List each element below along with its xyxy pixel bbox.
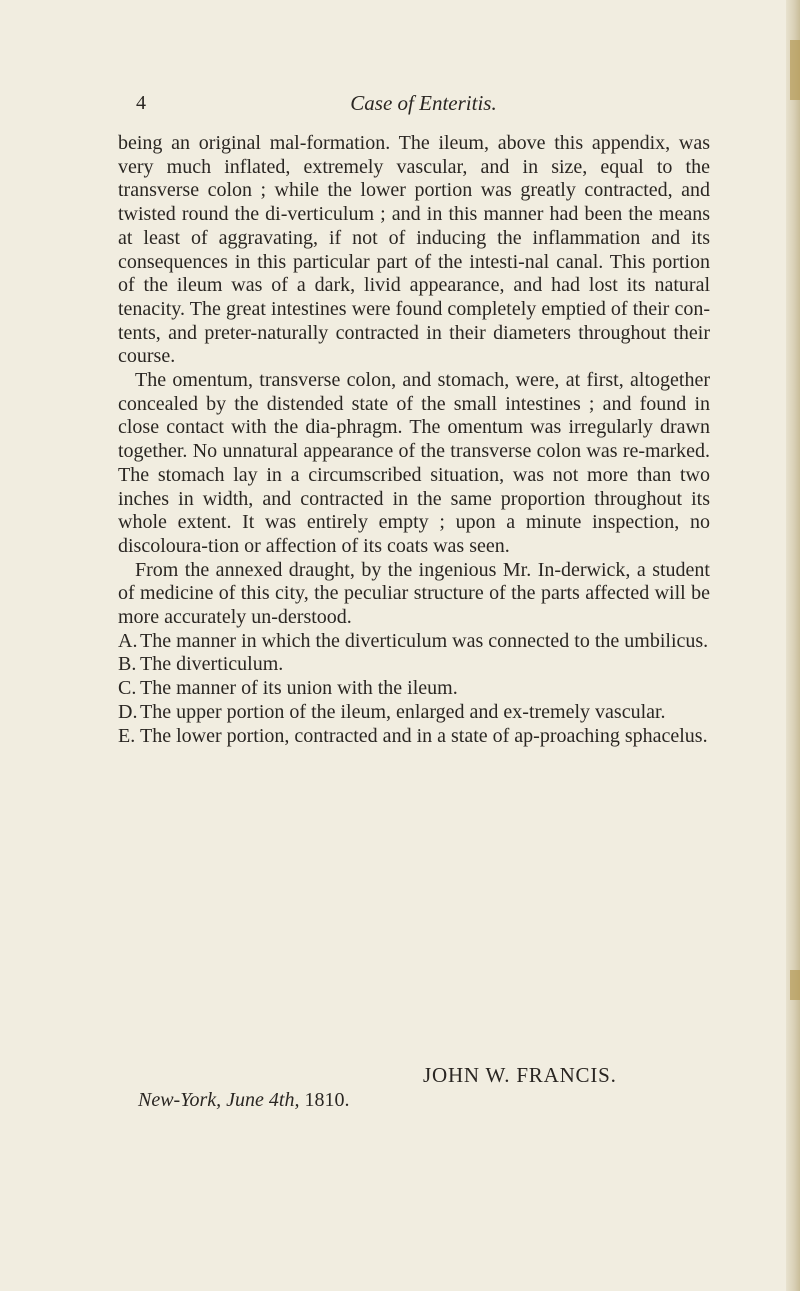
paragraph: being an original mal-formation. The ileum, above this appendix, was very much inflated, extremely vascular, and in size, equal to the transverse colon ; while the lower portion was greatly contracted, and twisted round the di-verticulum ; and in this manner had been the means at least of aggravating, if not of inducing the inflammation and its consequences in this particular part of the intesti-nal canal. This portion of the ileum was of a dark, livid appearance, and had lost its natural tenacity. The great intestines were found completely emptied of their con-tents, and preter-naturally contracted in their diameters throughout their course. — [118, 132, 710, 368]
key-item — [118, 701, 710, 725]
key-text: The lower portion, contracted and in a state of ap-proaching sphacelus. — [140, 724, 708, 747]
key-item — [118, 725, 710, 749]
body-text — [118, 132, 710, 748]
dateline — [138, 1089, 349, 1112]
page-edge — [786, 0, 800, 1291]
key-item — [118, 653, 710, 677]
key-letter: C. — [118, 677, 137, 700]
key-letter: D. — [118, 700, 138, 723]
key-text: The upper portion of the ileum, enlarged and ex-tremely vascular. — [140, 700, 666, 723]
key-letter: E. — [118, 724, 136, 747]
page-header — [136, 91, 711, 121]
figure-key-list — [118, 630, 710, 749]
key-text: The manner in which the diverticulum was connected to the umbilicus. — [140, 629, 709, 652]
page-stain-mark — [790, 40, 800, 100]
author-signature: JOHN W. FRANCIS. — [423, 1063, 617, 1087]
key-item — [118, 677, 710, 701]
key-letter: B. — [118, 653, 137, 676]
key-text: The diverticulum. — [140, 653, 284, 676]
page-number: 4 — [136, 92, 146, 114]
paragraph: From the annexed draught, by the ingenious Mr. In-derwick, a student of medicine of this city, the peculiar structure of the parts affected will be more accurately un-derstood. — [118, 558, 710, 629]
key-letter: A. — [118, 629, 138, 652]
key-text: The manner of its union with the ileum. — [140, 677, 458, 700]
year: 1810. — [304, 1089, 350, 1111]
place-and-date: New-York, June 4th, — [138, 1089, 300, 1111]
running-head: Case of Enteritis. — [350, 91, 497, 115]
key-item — [118, 630, 710, 654]
page-stain-mark — [790, 970, 800, 1000]
paragraph: The omentum, transverse colon, and stomach, were, at first, altogether concealed by the distended state of the small intestines ; and found in close contact with the dia-phragm. The omentum was irregularly drawn together. No unnatural appearance of the transverse colon was re-marked. The stomach lay in a circumscribed situation, was not more than two inches in width, and contracted in the same proportion throughout its whole extent. It was entirely empty ; upon a minute inspection, no discoloura-tion or affection of its coats was seen. — [118, 369, 710, 557]
